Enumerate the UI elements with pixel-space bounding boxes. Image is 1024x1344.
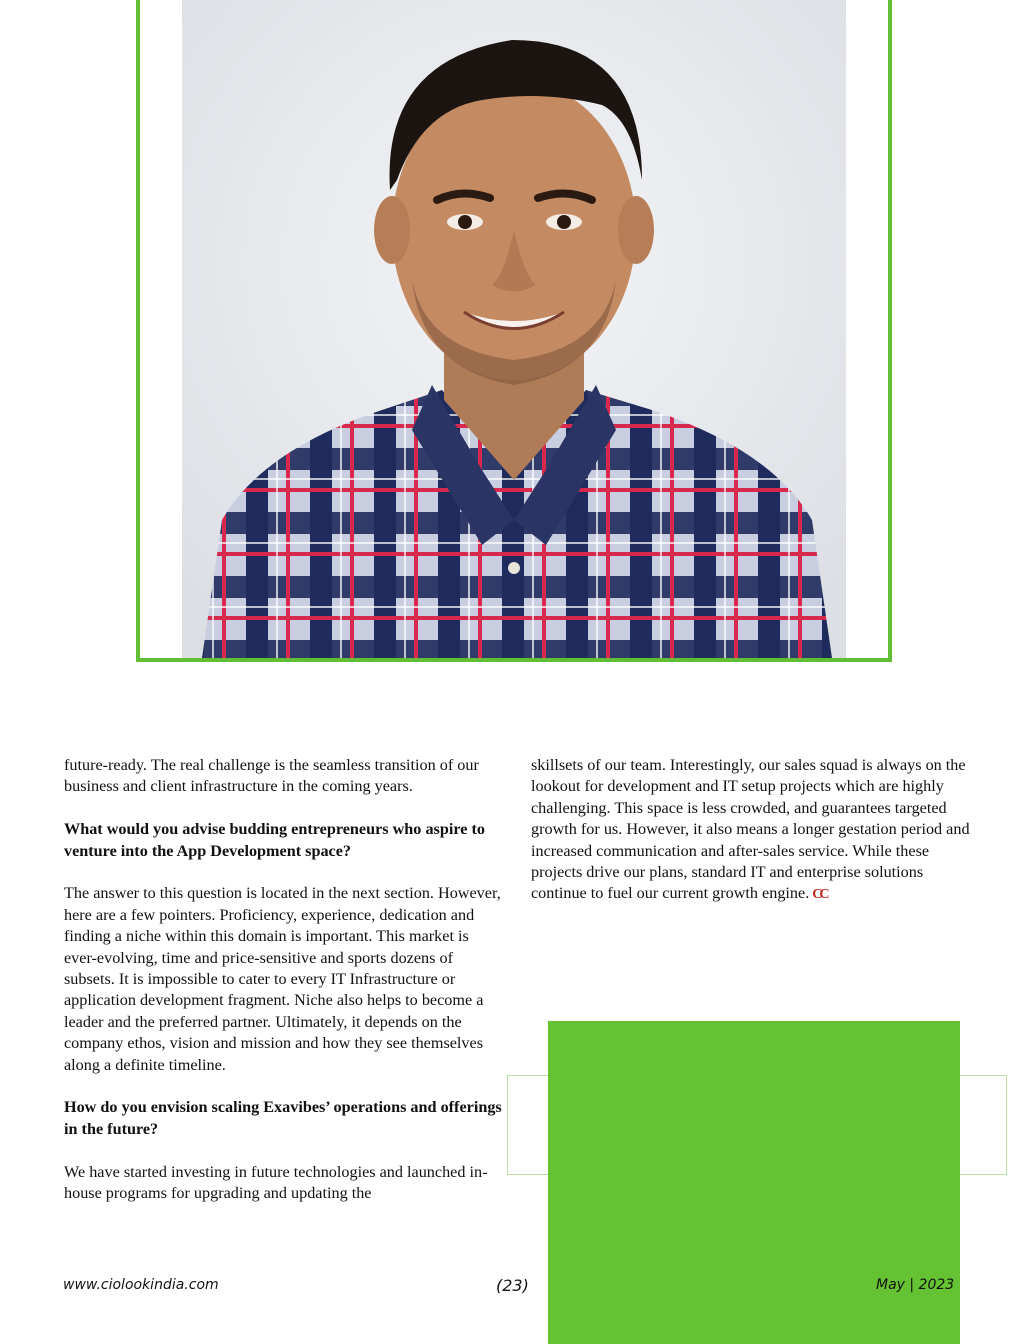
portrait-photo: [182, 0, 846, 658]
article-left-column: [64, 755, 504, 1204]
article-right-column: [531, 755, 971, 906]
paragraph: future-ready. The real challenge is the seamless transition of our business and client infrastructure in the coming years.: [64, 756, 479, 796]
end-mark-icon: CC: [812, 887, 827, 903]
paragraph: The answer to this question is located in the next section. However, here are a few pointers. Proficiency, experience, dedication and finding a niche within this domain is important. This market is ever-evolving, time and price-sensitive and sports dozens of subsets. It is impossible to cater to every IT Infrastructure or application development fragment. Niche also helps to become a leader and the preferred partner. Ultimately, it depends on the company ethos, vision and mission and how they see themselves along a definite timeline.: [64, 884, 501, 1074]
footer-website: www.ciolookindia.com: [63, 1277, 219, 1293]
interview-question: How do you envision scaling Exavibes’ operations and offerings in the future?: [64, 1098, 502, 1138]
decorative-green-block: [548, 1021, 960, 1344]
interview-question: What would you advise budding entrepreneurs who aspire to venture into the App Development space?: [64, 820, 485, 860]
paragraph-text: skillsets of our team. Interestingly, our sales squad is always on the lookout for development and IT setup projects which are highly challenging. This space is less crowded, and guarantees targeted growth for us. However, it also means a longer gestation period and increased communication and after-sales service. While these projects drive our plans, standard IT and enterprise solutions continue to fuel our current growth engine.: [531, 756, 970, 903]
footer-page-number: (23): [496, 1276, 529, 1295]
paragraph: [531, 755, 971, 906]
footer-date: May | 2023: [876, 1277, 955, 1293]
paragraph: We have started investing in future technologies and launched in-house programs for upgrading and updating the: [64, 1162, 488, 1203]
